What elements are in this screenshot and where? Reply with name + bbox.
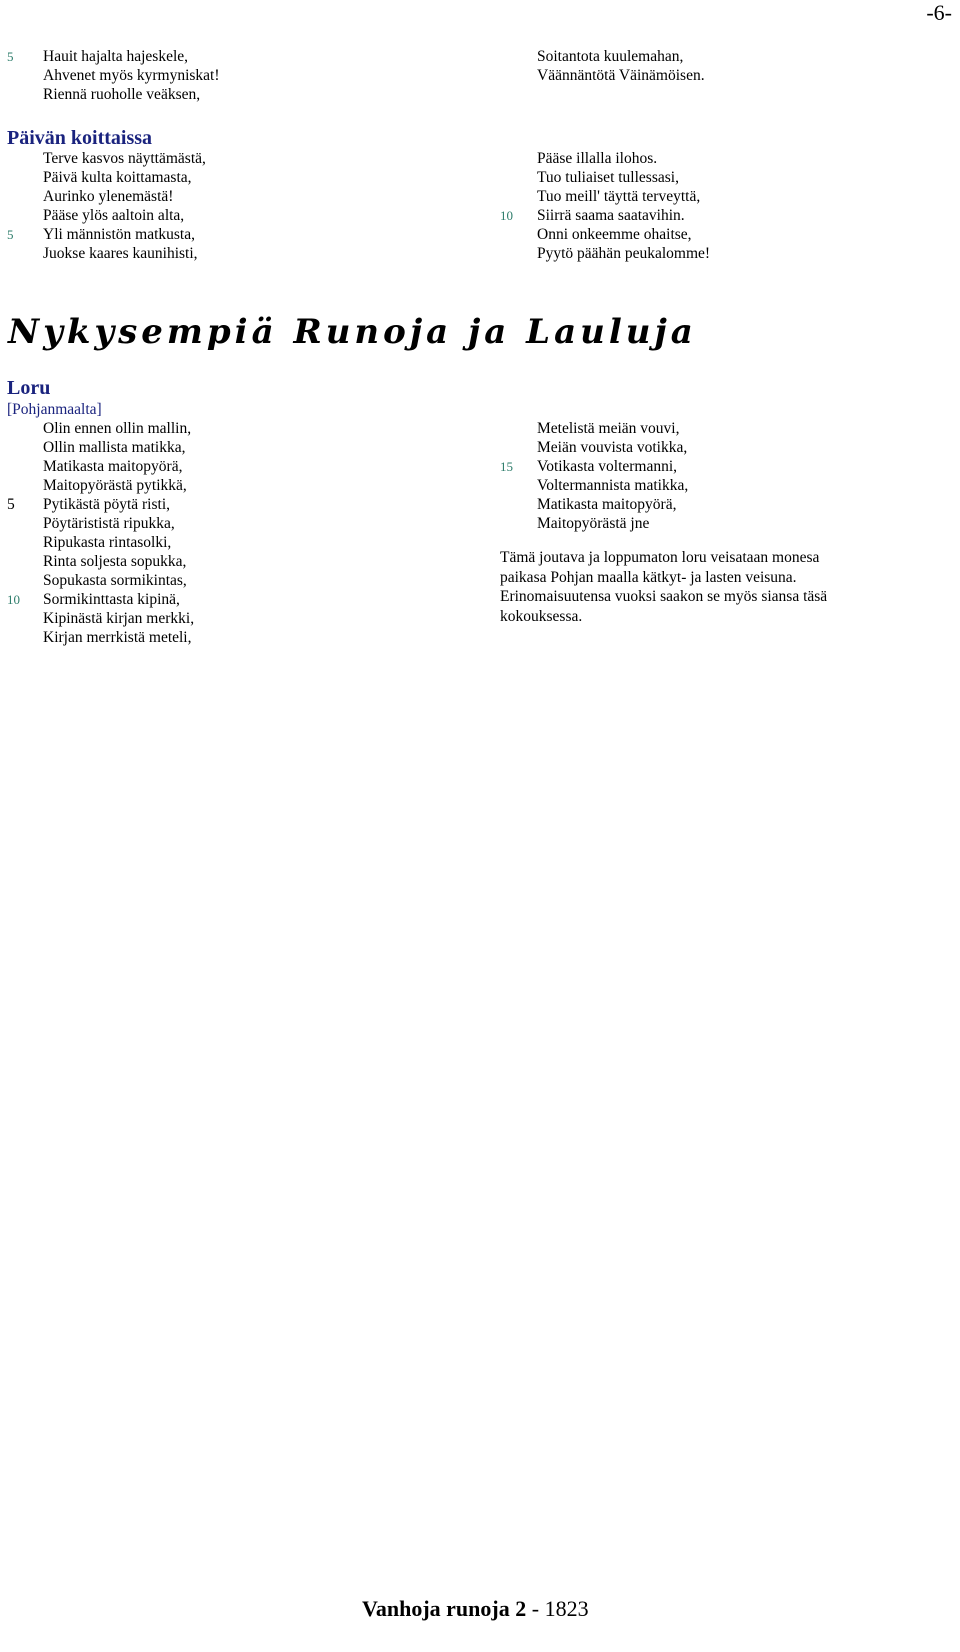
verse-line [500, 47, 920, 66]
verse-line [500, 206, 920, 225]
verse-text: Tuo tuliaiset tullessasi, [537, 169, 679, 186]
verse-text: Hauit hajalta hajeskele, [43, 48, 189, 65]
verse-text: Sopukasta sormikintas, [43, 572, 187, 589]
verse-line [7, 590, 467, 609]
verse-text: Sormikinttasta kipinä, [43, 591, 180, 608]
verse-line [7, 206, 467, 225]
line-number: 10 [7, 592, 20, 607]
verse-line [7, 66, 467, 85]
verse-text: Voltermannista matikka, [537, 477, 689, 494]
verse-text: Yli männistön matkusta, [43, 226, 195, 243]
verse-line [500, 419, 920, 438]
verse-line [7, 609, 467, 628]
verse-text: Rinta soljesta sopukka, [43, 553, 187, 570]
verse-line [7, 476, 467, 495]
verse-line [7, 552, 467, 571]
loru-note: Tämä joutava ja loppumaton loru veisataan monesa paikasa Pohjan maalla kätkyt- ja lasten veisuna. Erinomaisuutensa vuoksi saakon se myös siansa täsä kokouksessa. [500, 549, 828, 625]
verse-line [500, 514, 920, 533]
verse-line [7, 495, 467, 514]
verse-text: Ahvenet myös kyrmyniskat! [43, 67, 220, 84]
verse-line [7, 571, 467, 590]
verse-text: Olin ennen ollin mallin, [43, 420, 192, 437]
verse-text: Kipinästä kirjan merkki, [43, 610, 195, 627]
footer-title: Vanhoja runoja 2 [362, 1596, 527, 1621]
line-number: 5 [7, 227, 14, 242]
loru-left [7, 419, 467, 647]
verse-text: Pääse illalla ilohos. [537, 150, 658, 167]
verse-text: Väännäntötä Väinämöisen. [537, 67, 705, 84]
verse-line [7, 533, 467, 552]
verse-text: Matikasta maitopyörä, [537, 496, 677, 513]
verse-text: Votikasta voltermanni, [537, 458, 678, 475]
verse-text: Matikasta maitopyörä, [43, 458, 183, 475]
line-number: 15 [500, 459, 513, 474]
verse-line [7, 187, 467, 206]
line-number: 10 [500, 208, 513, 223]
verse-text: Pöytärististä ripukka, [43, 515, 175, 532]
verse-text: Onni onkeemme ohaitse, [537, 226, 692, 243]
footer-separator: - [526, 1596, 545, 1621]
verse-line [500, 66, 920, 85]
verse-text: Siirrä saama saatavihin. [537, 207, 685, 224]
verse-text: Tuo meill' täyttä terveyttä, [537, 188, 701, 205]
verse-text: Meiän vouvista votikka, [537, 439, 688, 456]
verse-line [500, 476, 920, 495]
loru-title: Loru [7, 377, 51, 399]
sun-poem-left [7, 149, 467, 263]
verse-line [7, 514, 467, 533]
verse-line [500, 438, 920, 457]
sun-poem-right [500, 149, 920, 263]
verse-text: Maitopyörästä jne [537, 515, 650, 532]
section-heading: Nykysempiä Runoja ja Lauluja [8, 312, 697, 352]
verse-line [500, 457, 920, 476]
verse-text: Aurinko ylenemästä! [43, 188, 174, 205]
verse-line [7, 438, 467, 457]
verse-line [7, 47, 467, 66]
verse-line [500, 149, 920, 168]
verse-line [500, 187, 920, 206]
top-poem-left [7, 47, 467, 104]
verse-text: Terve kasvos näyttämästä, [43, 150, 206, 167]
verse-line [500, 225, 920, 244]
verse-line [7, 457, 467, 476]
footer-year: 1823 [544, 1596, 589, 1621]
page-number: -6- [926, 0, 952, 25]
verse-line [7, 168, 467, 187]
verse-text: Ollin mallista matikka, [43, 439, 186, 456]
verse-text: Maitopyörästä pytikkä, [43, 477, 187, 494]
verse-text: Riennä ruoholle veäksen, [43, 86, 201, 103]
verse-line [7, 225, 467, 244]
verse-line [500, 168, 920, 187]
verse-line [7, 85, 467, 104]
verse-text: Pääse ylös aaltoin alta, [43, 207, 185, 224]
verse-line [500, 495, 920, 514]
verse-line [7, 244, 467, 263]
verse-line [500, 244, 920, 263]
verse-text: Juokse kaares kaunihisti, [43, 245, 198, 262]
verse-text: Metelistä meiän vouvi, [537, 420, 680, 437]
verse-text: Pyytö päähän peukalomme! [537, 245, 711, 262]
verse-text: Kirjan merrkistä meteli, [43, 629, 192, 646]
verse-text: Pytikästä pöytä risti, [43, 496, 171, 513]
verse-line [7, 149, 467, 168]
verse-line [7, 419, 467, 438]
loru-right [500, 419, 920, 533]
line-number: 5 [7, 496, 15, 513]
top-poem-right [500, 47, 920, 85]
verse-text: Ripukasta rintasolki, [43, 534, 172, 551]
verse-text: Päivä kulta koittamasta, [43, 169, 192, 186]
loru-region: [Pohjanmaalta] [7, 401, 102, 418]
line-number: 5 [7, 49, 14, 64]
sun-poem-title: Päivän koittaissa [7, 127, 153, 149]
verse-line [7, 628, 467, 647]
footer [362, 1596, 589, 1622]
verse-text: Soitantota kuulemahan, [537, 48, 684, 65]
